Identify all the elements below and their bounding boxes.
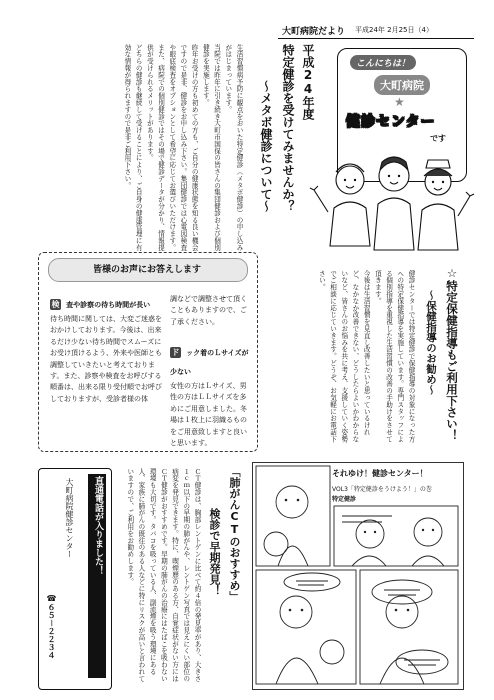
qa-title: 皆様のお声にお答えします: [92, 265, 201, 275]
contact-phone: ☎６５－２２３４: [47, 594, 56, 659]
banner-greeting: こんにちは！: [350, 55, 416, 70]
contact-headline: 直通電話が入りました！: [88, 474, 106, 678]
metabo-headline: 特定健診を受けてみませんか？: [281, 44, 295, 212]
guidance-subheadline: ～保健指導のお勧め～: [425, 290, 437, 395]
issue-date: 平成24年 2月25日（4）: [355, 26, 433, 34]
q1-answer-cont: 調などで調整させて頂くこともありますので、ご了承ください。: [170, 295, 247, 326]
q1-heading: 査や診察の待ち時間が長い: [66, 301, 151, 309]
banner-center: 健診センター: [346, 114, 436, 130]
q2-answer: 女性の方はＬサイズ、男性の方はＬＬサイズを多めにご用意しました。冬場は１枚上に羽織るものをご用意致しますと良いと思います。: [170, 382, 247, 448]
lung-body: ＣＴ健診は、胸部レントゲンに比べて約４倍の発見率があり、大きさ１ｃｍ以下の早期の肺がんや、レントゲン写真では見えにくい部位の病変を発見できます。特に、喫煙歴のある方、自覚症状がない方にはＣＴ健診がおすすめです。早期の肺がんの治療にはたばこを吸わない環境も大切です。タバコを吸っている人、副流煙を吸う環境にある人、家族に肺がんの既往のある人などに特にリスクが高いと言われていますので、ご利用をお勧めします。: [125, 468, 201, 682]
banner-hospital: 大町病院: [374, 75, 430, 95]
staff-illustration: [306, 150, 476, 258]
newsletter-title: 大町病院だより: [282, 27, 346, 37]
q2-heading: ック着のＬサイズが少ない: [170, 349, 249, 376]
qa-question-2: [170, 340, 252, 449]
header-rule: [278, 38, 474, 39]
comic-title: それゆけ！健診センター！: [332, 469, 428, 478]
comic-caption: 特定健診: [332, 496, 357, 503]
star-icon: ★: [394, 95, 405, 109]
guidance-body: 健診センターでは特定健診で保健指導の対象になった方への特定保健指導を実施しています。専門スタッフによる個別指導を重視した生活習慣の改善の手助けをさせて頂きます。 今後は生活習慣を見直し改善したいと思っているけれど、なかなか改善できない、どうしたらよいかわからないなど、皆さんのお悩みを共に考え、支援していく姿勢でご相談に応じていきます。どうぞ、お気軽にお電話下さい。: [317, 270, 415, 443]
comic-vol: VOL3「特定健診をうけよう！」の巻: [332, 486, 432, 493]
banner-desu: です: [430, 134, 446, 143]
qa-question-1: [50, 292, 166, 405]
q2-tag: ド: [171, 348, 180, 357]
comic-panels: [252, 462, 462, 688]
metabo-subheadline: ～メタボ健診について～: [259, 80, 273, 212]
metabo-year: 平成24年度: [301, 44, 315, 120]
q1-tag: 検: [51, 300, 60, 309]
contact-name: 大町病院健診センター: [65, 478, 74, 558]
metabo-body: 生活習慣病予防に観点をおいた特定健診（メタボ健診）の申し込みがはじまっています。 当院では昨年に引き続き大町市国保の皆さんの集団健診および個別健診を実施します。 昨年お受けの方も初めての方も、ご自分の健康状態を知る良い機会ですので是非、健診をお申し込み下さい。集団健診では心電図検査や眼底検査をオプションとして希望に応じてお選びいただけます。また、病院での個別健診ではその場で健診データが分かり、情報提供が受けられるメリットがあります。 どちらの健診も継続して受けることにより、ご自身の健康管理に有効な情報が得られますので是非ご利用下さい。: [122, 44, 243, 251]
q1-answer: 待ち時間に関しては、大変ご迷惑をおかけしております。今後は、出来るだけ少ない待ち時間でスムーズにお受け頂けるよう、外来や医師とも調整していきたいと考えております。また、診察や検査をお呼びする順番は、出来る限り受付順でお呼びしておりますが、受診者様の体: [50, 315, 162, 403]
lung-subheadline: 検診で早期発見！: [208, 508, 221, 596]
guidance-headline: ☆特定保健指導もご利用下さい！: [445, 266, 459, 441]
lung-headline: 「肺がんCTのおすすめ」: [228, 466, 241, 602]
